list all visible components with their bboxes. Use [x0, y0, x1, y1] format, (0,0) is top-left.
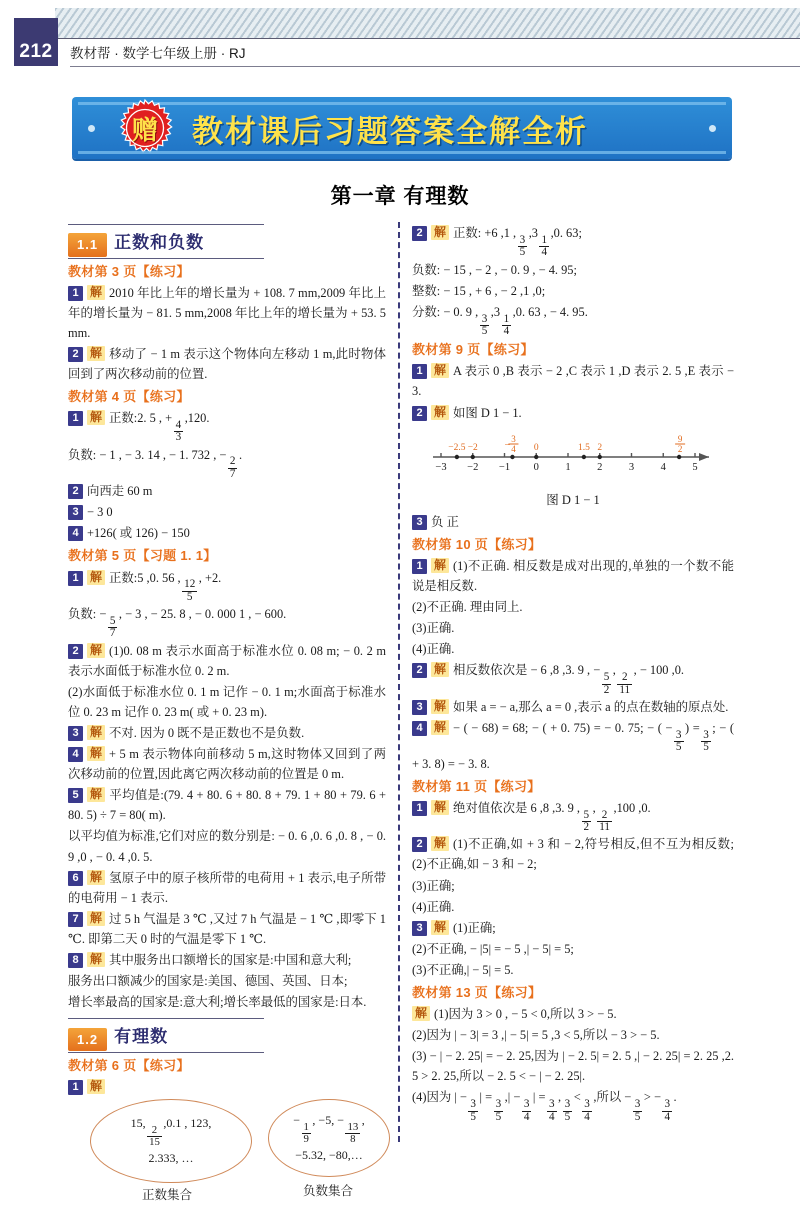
fraction-denominator: 4 [548, 1110, 555, 1123]
fraction [494, 1099, 504, 1123]
question-number: 7 [68, 912, 83, 927]
set-text: ,0.1 , 123, [163, 1116, 212, 1131]
fraction [674, 730, 684, 754]
answer-item [412, 718, 734, 774]
answer-text: 如图 D 1 − 1. [453, 405, 522, 420]
svg-text:−1: −1 [498, 461, 511, 473]
answer-continuation: (3) − | − 2. 25| = − 2. 25,因为 | − 2. 5| = 2. 5 ,| − 2. 25| = 2. 25 ,2. 5 > 2. 25,所以 − 2. 5 < − | − 2. 25|. [412, 1049, 734, 1084]
question-number: 4 [68, 747, 83, 762]
jie-badge: 解 [87, 952, 105, 967]
fraction [563, 1099, 573, 1123]
question-number: 3 [68, 726, 83, 741]
answer-text: ,100 ,0. [613, 800, 651, 815]
fraction-denominator: 7 [229, 467, 236, 480]
answer-item [412, 403, 734, 423]
answer-item [68, 523, 386, 543]
fraction [582, 810, 592, 834]
fraction-denominator: 15 [149, 1135, 160, 1148]
fraction [633, 1099, 643, 1123]
source-heading: 教材第 3 页【练习】 [68, 263, 190, 279]
question-number: 2 [412, 663, 427, 678]
answer-continuation: (3)正确; [412, 878, 455, 893]
question-number: 2 [412, 406, 427, 421]
answer-item [68, 950, 386, 970]
fraction-denominator: 5 [564, 1110, 571, 1123]
question-number: 3 [412, 515, 427, 530]
question-number: 2 [412, 837, 427, 852]
answer-text: 如果 a = − a,那么 a = 0 ,表示 a 的点在数轴的原点处. [453, 700, 729, 715]
answer-item [68, 568, 386, 604]
set-diagram [68, 1099, 386, 1211]
svg-text:5: 5 [692, 461, 698, 473]
answer-text: 向西走 60 m [87, 484, 153, 499]
answer-text: 移动了 − 1 m 表示这个物体向左移动 1 m,此时物体回到了两次移动前的位置. [68, 346, 386, 381]
question-number: 2 [68, 644, 83, 659]
negative-set-caption: 负数集合 [303, 1183, 354, 1198]
answer-item [68, 909, 386, 949]
fraction-denominator: 2 [603, 683, 610, 696]
answer-text: , − 100 ,0. [633, 663, 684, 678]
answer-text: 相反数依次是 − 6 ,8 ,3. 9 , − [453, 663, 601, 678]
answer-continuation: 服务出口额减少的国家是:美国、德国、英国、日本; [68, 974, 348, 989]
answer-text: 正数:2. 5 , + [109, 411, 173, 426]
fraction-denominator: 5 [675, 741, 682, 754]
answer-text: 平均值是:(79. 4 + 80. 6 + 80. 8 + 79. 1 + 80 + 79. 6 + 80. 5) ÷ 7 = 80( m). [68, 788, 386, 823]
answer-item [68, 868, 386, 908]
answer-text: 2010 年比上年的增长量为 + 108. 7 mm,2009 年比上年的增长量为 − 81. 5 mm,2008 年比上年的增长量为 + 53. 5 mm. [68, 285, 386, 340]
fraction-denominator: 5 [481, 324, 488, 337]
answer-continuation [68, 604, 386, 640]
answer-text: 负数: − 1 , − 3. 14 , − 1. 732 , − [68, 447, 227, 462]
fraction-denominator: 4 [584, 1110, 590, 1123]
answer-text: ,所以 − [593, 1090, 632, 1105]
gift-seal-label: 赠 [131, 114, 158, 145]
jie-badge: 解 [87, 346, 105, 361]
fraction [182, 579, 197, 603]
source-heading: 教材第 4 页【练习】 [68, 389, 190, 405]
answer-text: ) = [685, 721, 700, 736]
svg-text:−3: −3 [435, 461, 447, 473]
answer-text: 正数: +6 ,1 , [453, 226, 517, 240]
header-hatch-band [55, 8, 800, 39]
jie-badge: 解 [87, 911, 105, 926]
answer-item [68, 641, 386, 681]
section-rule-top [68, 224, 264, 225]
set-text: , −5, − [312, 1113, 344, 1128]
answer-text: − 3 0 [87, 505, 113, 520]
question-number: 1 [68, 1080, 83, 1095]
fraction-numerator: 3 [584, 1098, 590, 1111]
answer-text: | = [479, 1090, 493, 1105]
answer-text: 负 正 [431, 514, 459, 529]
svg-text:3: 3 [511, 433, 516, 444]
jie-badge: 解 [431, 836, 449, 851]
jie-badge: 解 [87, 570, 105, 585]
source-heading: 教材第 5 页【习题 1. 1】 [68, 548, 217, 564]
answer-text: (1)0. 08 m 表示水面高于标准水位 0. 08 m; − 0. 2 m 表示水面低于标准水位 0. 2 m. [68, 643, 386, 678]
answer-text: 绝对值依次是 6 ,8 ,3. 9 , [453, 800, 581, 815]
answer-continuation: 整数: − 15 , + 6 , − 2 ,1 ,0; [412, 283, 546, 298]
answer-item [412, 1004, 734, 1024]
answer-item [412, 798, 734, 834]
fraction-denominator: 4 [523, 1110, 530, 1123]
jie-badge: 解 [87, 410, 105, 425]
fraction-numerator: 1 [503, 312, 510, 325]
column-divider [398, 222, 400, 1142]
answer-item [68, 785, 386, 825]
positive-set-line1 [131, 1113, 212, 1148]
svg-text:4: 4 [511, 443, 516, 454]
fraction [228, 456, 238, 480]
answer-item [412, 660, 734, 696]
question-number: 3 [412, 921, 427, 936]
answer-continuation: (2)不正确, − |5| = − 5 ,| − 5| = 5; [412, 941, 574, 956]
question-number: 1 [68, 571, 83, 586]
fraction [662, 1099, 672, 1123]
set-text: , [361, 1113, 365, 1128]
answer-item [68, 502, 386, 522]
fraction-denominator: 2 [583, 820, 590, 833]
svg-text:9: 9 [677, 433, 683, 444]
source-heading: 教材第 9 页【练习】 [412, 342, 534, 358]
jie-badge: 解 [87, 285, 105, 300]
question-number: 1 [68, 286, 83, 301]
answer-continuation: (4)正确. [412, 642, 455, 657]
answer-text: 其中服务出口额增长的国家是:中国和意大利; [109, 953, 352, 968]
jie-badge: 解 [431, 800, 449, 815]
negative-set-ellipse [268, 1099, 390, 1177]
source-heading: 教材第 10 页【练习】 [412, 536, 542, 552]
negative-set-line2: −5.32, −80,… [295, 1147, 363, 1162]
answer-text: ; − ( + 3. 8) = − 3. 8. [412, 721, 734, 771]
set-text: 15, [130, 1116, 146, 1131]
fraction [302, 1122, 311, 1145]
answer-text: + 5 m 表示物体向前移动 5 m,这时物体又回到了两次移动前的位置,因此离它两次移动前的位置是 0 m. [68, 747, 386, 782]
fraction-denominator: 4 [503, 324, 510, 337]
svg-text:0: 0 [533, 461, 539, 473]
fraction-denominator: 5 [495, 1110, 502, 1123]
fraction [147, 1125, 162, 1148]
fraction-numerator: 13 [347, 1120, 359, 1133]
answer-text: A 表示 0 ,B 表示 − 2 ,C 表示 1 ,D 表示 2. 5 ,E 表示 − 3. [412, 364, 734, 399]
number-line-figure [412, 427, 734, 510]
answer-item [412, 512, 734, 532]
fraction [547, 1099, 557, 1123]
svg-text:4: 4 [660, 461, 666, 473]
answer-text: < [573, 1090, 581, 1105]
answer-text: ,0. 63 , − 4. 95. [512, 304, 588, 319]
fraction-denominator: 5 [519, 246, 526, 259]
answer-text: +126( 或 126) − 150 [87, 526, 190, 541]
chapter-title: 第一章 有理数 [330, 185, 470, 208]
jie-badge: 解 [87, 787, 105, 802]
svg-text:3: 3 [628, 461, 635, 473]
section-name: 有理数 [114, 1027, 169, 1047]
positive-set-line2: 2.333, … [148, 1150, 194, 1165]
svg-text:0: 0 [533, 442, 539, 453]
set-text: − [293, 1113, 301, 1128]
answer-continuation [412, 302, 734, 338]
fraction-numerator: 3 [664, 1098, 671, 1111]
svg-text:2: 2 [597, 442, 603, 453]
fraction-denominator: 5 [703, 741, 709, 754]
fraction-numerator: 2 [147, 1125, 162, 1137]
fraction [108, 616, 118, 640]
question-number: 8 [68, 953, 83, 968]
answer-continuation [412, 1087, 734, 1123]
question-number: 3 [412, 700, 427, 715]
answer-continuation: (2)因为 | − 3| = 3 ,| − 5| = 5 ,3 < 5,所以 − 3 > − 5. [412, 1028, 660, 1043]
answer-text: (1)正确; [453, 920, 496, 935]
answer-text: . [238, 447, 243, 462]
fraction-numerator: 3 [675, 728, 682, 741]
question-number: 2 [68, 347, 83, 362]
svg-text:−2: −2 [467, 461, 479, 473]
answer-text: (1)因为 3 > 0 , − 5 < 0,所以 3 > − 5. [434, 1007, 617, 1022]
jie-badge: 解 [431, 405, 449, 420]
right-column [412, 222, 734, 1124]
answer-item [412, 918, 734, 938]
answer-text: . [673, 1090, 677, 1105]
number-line-caption: 图 D 1 − 1 [546, 492, 600, 507]
question-number: 4 [68, 526, 83, 541]
fraction [522, 1099, 532, 1123]
fraction-numerator: 3 [703, 728, 709, 741]
answer-item [412, 361, 734, 401]
fraction-numerator: 1 [303, 1120, 309, 1133]
jie-badge: 解 [87, 870, 105, 885]
svg-text:2: 2 [597, 461, 603, 473]
fraction-denominator: 11 [619, 683, 631, 696]
answer-continuation: (2)水面低于标准水位 0. 1 m 记作 − 0. 1 m;水面高于标准水位 0. 23 m 记作 0. 23 m( 或 + 0. 23 m). [68, 684, 386, 719]
fraction-numerator: 2 [597, 810, 612, 822]
jie-badge: 解 [87, 746, 105, 761]
gift-seal-icon [114, 97, 176, 159]
answer-text: ,0. 63; [550, 226, 582, 240]
answer-text: 不对. 因为 0 既不是正数也不是负数. [109, 725, 305, 740]
answer-item [412, 223, 734, 259]
fraction-denominator: 5 [470, 1110, 476, 1123]
answer-continuation: 负数: − 15 , − 2 , − 0. 9 , − 4. 95; [412, 262, 577, 277]
fraction-numerator: 3 [523, 1098, 530, 1111]
fraction-numerator: 3 [470, 1098, 476, 1111]
fraction-numerator: 2 [229, 455, 236, 468]
fraction [468, 1099, 478, 1123]
fraction-numerator: 5 [603, 671, 610, 684]
answer-continuation: (3)不正确,| − 5| = 5. [412, 962, 514, 977]
fraction-numerator: 2 [617, 672, 632, 684]
section-heading-1-2 [68, 1018, 386, 1053]
fraction [539, 235, 549, 259]
answer-text: , − 3 , − 25. 8 , − 0. 000 1 , − 600. [118, 607, 287, 622]
left-column [68, 222, 386, 1211]
answer-text: 过 5 h 气温是 3 ℃ ,又过 7 h 气温是 − 1 ℃ ,即零下 1 ℃. 即第二天 0 时的气温是零下 1 ℃. [68, 911, 386, 946]
fraction-numerator: 3 [634, 1098, 641, 1111]
section-number-badge: 1.2 [68, 1028, 107, 1051]
source-heading: 教材第 6 页【练习】 [68, 1057, 190, 1073]
fraction-numerator: 5 [583, 808, 590, 821]
jie-badge: 解 [431, 225, 449, 240]
answer-text: ,3 [490, 304, 501, 319]
banner-title: 教材课后习题答案全解全析 [192, 113, 588, 149]
question-number: 4 [412, 721, 427, 736]
number-line-svg [423, 427, 723, 489]
fraction [502, 314, 512, 338]
answer-item [412, 556, 734, 596]
fraction-numerator: 3 [481, 312, 488, 325]
question-number: 1 [412, 364, 427, 379]
answer-continuation [68, 445, 386, 481]
fraction-denominator: 5 [186, 590, 193, 603]
answer-text: − ( − 68) = 68; − ( + 0. 75) = − 0. 75; − ( − [453, 721, 673, 736]
fraction-numerator: 12 [184, 578, 196, 591]
question-number: 1 [68, 411, 83, 426]
fraction-denominator: 4 [541, 246, 548, 259]
jie-badge: 解 [431, 558, 449, 573]
fraction-denominator: 7 [109, 627, 116, 640]
fraction [345, 1122, 360, 1145]
answer-continuation: 以平均值为标准,它们对应的数分别是: − 0. 6 ,0. 6 ,0. 8 , − 0. 9 ,0 , − 0. 4 ,0. 5. [68, 829, 386, 864]
fraction-numerator: 4 [175, 418, 182, 431]
page-header [0, 8, 800, 66]
promo-banner [72, 97, 732, 159]
fraction [617, 672, 632, 696]
fraction [597, 810, 612, 834]
fraction-denominator: 8 [350, 1132, 356, 1145]
jie-badge: 解 [431, 920, 449, 935]
jie-badge: 解 [412, 1006, 430, 1021]
fraction [701, 730, 711, 754]
banner-dot-left [88, 125, 95, 132]
answer-item [412, 834, 734, 874]
question-number: 2 [412, 226, 427, 241]
source-heading: 教材第 11 页【练习】 [412, 778, 541, 794]
svg-text:1.5: 1.5 [577, 442, 590, 453]
jie-badge: 解 [431, 363, 449, 378]
fraction [518, 235, 528, 259]
answer-item [68, 408, 386, 444]
svg-text:2: 2 [677, 443, 683, 454]
answer-text: > − [643, 1090, 661, 1105]
section-rule-top [68, 1018, 264, 1019]
question-number: 6 [68, 871, 83, 886]
fraction-denominator: 3 [175, 431, 182, 444]
jie-badge: 解 [431, 720, 449, 735]
answer-text: | = [532, 1090, 546, 1105]
answer-text: 正数:5 ,0. 56 , [109, 570, 181, 585]
answer-text: 分数: − 0. 9 , [412, 304, 479, 319]
running-head: 教材帮 · 数学七年级上册 · RJ [70, 38, 800, 67]
fraction-denominator: 5 [634, 1110, 641, 1123]
answer-text: ,3 [528, 226, 538, 240]
fraction [582, 1099, 592, 1123]
fraction-numerator: 3 [548, 1098, 555, 1111]
fraction [174, 420, 184, 444]
jie-badge: 解 [87, 725, 105, 740]
section-number-badge: 1.1 [68, 233, 107, 256]
positive-set-ellipse [90, 1099, 252, 1183]
fraction-numerator: 5 [109, 614, 116, 627]
fraction-numerator: 3 [495, 1098, 502, 1111]
answer-continuation: (4)正确. [412, 899, 455, 914]
section-name: 正数和负数 [114, 233, 205, 252]
jie-badge: 解 [87, 643, 105, 658]
source-heading: 教材第 13 页【练习】 [412, 985, 542, 1000]
question-number: 1 [412, 559, 427, 574]
answer-item [68, 344, 386, 384]
svg-text:−: − [504, 439, 511, 451]
positive-set-caption: 正数集合 [142, 1187, 193, 1202]
question-number: 1 [412, 801, 427, 816]
answer-continuation: (3)正确. [412, 621, 455, 636]
question-number: 5 [68, 788, 83, 803]
question-number: 3 [68, 505, 83, 520]
svg-text:−2.5: −2.5 [448, 442, 466, 453]
fraction-denominator: 9 [303, 1132, 309, 1145]
answer-text: , [558, 1090, 562, 1105]
answer-text: (1)不正确. 相反数是成对出现的,单独的一个数不能说是相反数. [412, 559, 734, 594]
page-number: 212 [14, 18, 58, 66]
answer-item [412, 697, 734, 717]
fraction [480, 314, 490, 338]
answer-text: 氢原子中的原子核所带的电荷用 + 1 表示,电子所带的电荷用 − 1 表示. [68, 870, 386, 905]
answer-text: (4)因为 | − [412, 1090, 467, 1105]
answer-item [68, 481, 386, 501]
jie-badge: 解 [87, 1079, 105, 1094]
answer-text: (1)不正确,如 + 3 和 − 2,符号相反,但不互为相反数;(2)不正确,如 − 3 和 − 2; [412, 837, 734, 872]
answer-item [68, 283, 386, 343]
jie-badge: 解 [431, 699, 449, 714]
question-number: 2 [68, 484, 83, 499]
answer-text: , +2. [198, 570, 222, 585]
fraction-denominator: 4 [664, 1110, 671, 1123]
answer-item [68, 744, 386, 784]
fraction-numerator: 3 [519, 233, 526, 246]
fraction-numerator: 3 [564, 1098, 571, 1111]
answer-continuation: (2)不正确. 理由同上. [412, 600, 523, 615]
fraction-numerator: 1 [541, 233, 548, 246]
fraction-denominator: 11 [599, 820, 610, 833]
answer-text: , [612, 663, 616, 678]
section-heading-1-1 [68, 224, 386, 259]
fraction [602, 672, 612, 696]
answer-continuation: 增长率最高的国家是:意大利;增长率最低的国家是:日本. [68, 995, 367, 1010]
answer-text: , [592, 800, 596, 815]
answer-text: ,| − [504, 1090, 521, 1105]
negative-set-line1 [293, 1110, 365, 1145]
answer-item [68, 723, 386, 743]
answer-item [68, 1077, 386, 1097]
answer-text: ,120. [184, 411, 210, 426]
answer-text: 负数: − [68, 607, 107, 622]
jie-badge: 解 [431, 662, 449, 677]
banner-dot-right [709, 125, 716, 132]
svg-text:1: 1 [565, 461, 571, 473]
svg-text:−2: −2 [467, 442, 478, 453]
